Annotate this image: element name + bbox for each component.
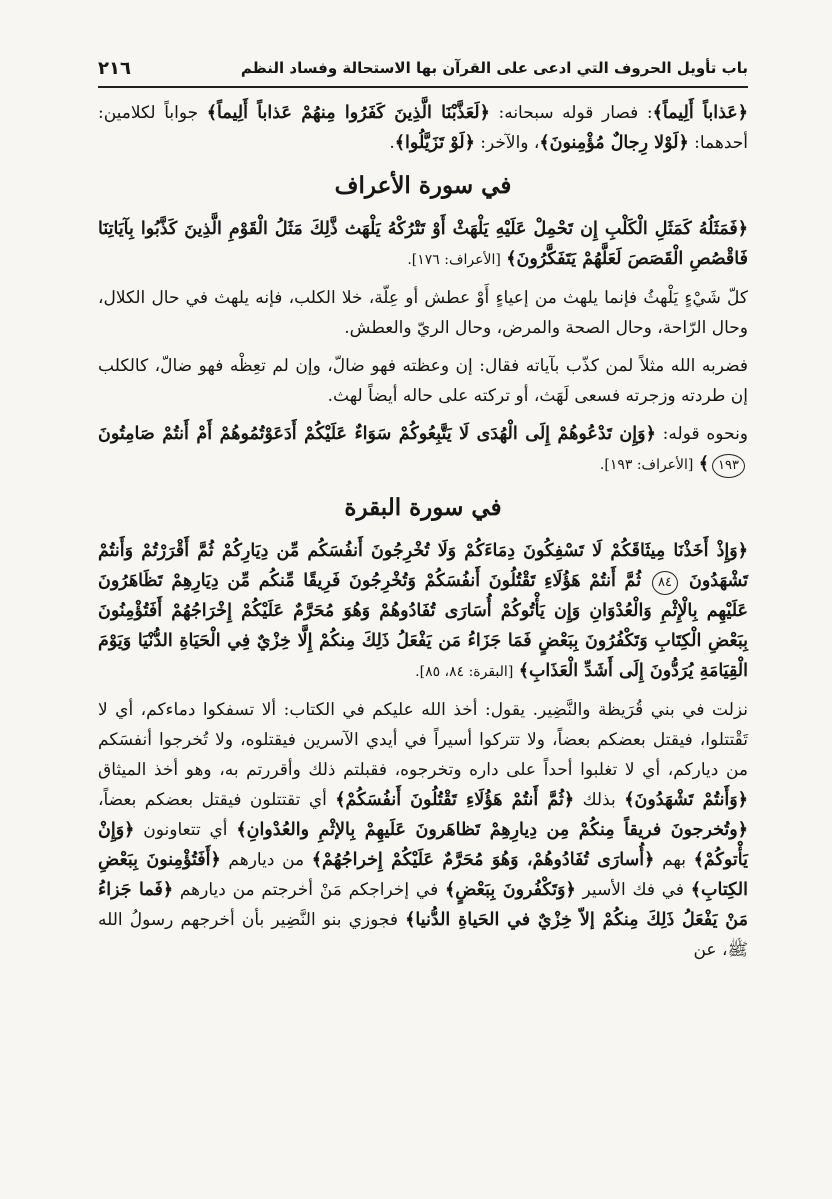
commentary-paragraph: كلّ شَيْءٍ يَلْهثُ فإنما يلهث من إعياءٍ أَوْ عطش أو عِلّة، خلا الكلب، فإنه يلهث في حال الكلال، وحال الرّاحة، وحال الصحة والمرض، وحال الريّ والعطش. bbox=[98, 288, 748, 338]
quran-block-baqara bbox=[98, 536, 748, 687]
text-run: من ديارهم bbox=[220, 850, 312, 870]
quran-quote: ﴿أَفَتُؤْمِنونَ بِبَعْضِ الكِتابِ﴾ bbox=[98, 850, 748, 900]
verse-reference: [الأعراف: ١٩٣]. bbox=[599, 457, 694, 473]
quran-verse: ثُمَّ أَنتُمْ هَؤُلَاءِ تَقْتُلُونَ أَنفُسَكُمْ وَتُخْرِجُونَ فَرِيقًا مِّنكُم مِّن دِيَارِهِمْ تَظَاهَرُونَ عَلَيْهِم بِالْإِثْمِ وَالْعُدْوَانِ وَإِن يَأْتُوكُمْ أُسَارَى تُفَادُوهُمْ وَهُوَ مُحَرَّمٌ عَلَيْكُمْ إِخْرَاجُهُمْ أَفَتُؤْمِنُونَ بِبَعْضِ الْكِتَابِ وَتَكْفُرُونَ بِبَعْضٍ فَمَا جَزَاءُ مَن يَفْعَلُ ذَلِكَ مِنكُمْ إِلَّا خِزْيٌ فِي الْحَيَاةِ الدُّنْيَا وَيَوْمَ الْقِيَامَةِ يُرَدُّونَ إِلَى أَشَدِّ الْعَذَابِ﴾ bbox=[98, 571, 748, 681]
text-run: فجوزي بنو النَّضِير بأن أخرجهم رسولُ الله ﷺ، عن bbox=[98, 910, 748, 960]
quran-quote: ﴿وَتَكْفُرونَ بِبَعْضٍ﴾ bbox=[444, 880, 576, 900]
section-heading-araf: في سورة الأعراف bbox=[334, 172, 512, 199]
text-run: . bbox=[389, 133, 395, 153]
quran-verse: ﴿وَإِذْ أَخَذْنَا مِيثَاقَكُمْ لَا تَسْفِكُونَ دِمَاءَكُمْ وَلَا تُخْرِجُونَ أَنفُسَكُم مِّن دِيَارِكُمْ ثُمَّ أَقْرَرْتُمْ وَأَنتُمْ تَشْهَدُونَ bbox=[98, 541, 749, 591]
text-run: جواباً لكلامين: أحدهما: bbox=[98, 103, 748, 153]
quran-verse: ﴿وَإِن تَدْعُوهُمْ إِلَى الْهُدَى لَا يَتَّبِعُوكُمْ سَوَاءٌ عَلَيْكُمْ أَدَعَوْتُمُوهُمْ أَمْ أَنتُمْ صَامِتُونَ bbox=[98, 424, 656, 444]
quran-quote: ﴿وَإِنْ يَأْتوكُمْ﴾ bbox=[98, 820, 748, 870]
commentary-paragraph: فضربه الله مثلاً لمن كذّب بآياته فقال: إن وعظته فهو ضالّ، وإن لم تعِظْه فهو ضالّ، كالكلب إن طردته وزجرته فسعى لَهَث، أو تركته على حاله أيضاً لهث. bbox=[98, 356, 748, 406]
quran-quote: ﴿فَما جَزاءُ مَنْ يَفْعَلُ ذَلِكَ مِنكُمْ إلاّ خِزْيٌ في الحَياةِ الدُّنيا﴾ bbox=[98, 880, 748, 930]
verse-reference: [البقرة: ٨٤، ٨٥]. bbox=[415, 664, 514, 680]
intro-paragraph bbox=[98, 98, 748, 158]
text-run: في إخراجكم مَنْ أخرجتم من ديارهم bbox=[173, 880, 445, 900]
running-title: باب تأويل الحروف التي ادعى على القرآن بها الاستحالة وفساد النظم bbox=[240, 59, 748, 77]
quran-bracket: ﴾ bbox=[698, 454, 710, 474]
quran-quote: ﴿ثُمَّ أَنتُمْ هَؤُلَاءِ تَقْتُلُونَ أَنفُسَكُمْ﴾ bbox=[335, 790, 575, 810]
quran-quote: ﴿وتُخرجونَ فريقاً مِنكُمْ مِن دِيارِهِمْ تَظاهَرونَ عَلَيهِمْ بِالإثْمِ والعُدْوانِ﴾ bbox=[236, 820, 748, 840]
section-heading-baqara: في سورة البقرة bbox=[344, 494, 502, 521]
text-run: ونحوه قوله: bbox=[655, 424, 749, 444]
text-run: أي تقتتلون فيقتل بعضكم بعضاً، bbox=[98, 790, 336, 810]
verse-reference: [الأعراف: ١٧٦]. bbox=[407, 252, 501, 268]
quran-quote: ﴿أُسارَى تُفَادُوهُمْ، وَهُوَ مُحَرَّمٌ عَلَيْكُمْ إِخراجُهُمْ﴾ bbox=[311, 850, 655, 870]
quran-quote: ﴿لَوْ تَزَيَّلُوا﴾ bbox=[394, 133, 475, 153]
page-header bbox=[98, 50, 748, 88]
quran-quote: ﴿لَعَذَّبْنَا الَّذِينَ كَفَرُوا مِنهُمْ عَذاباً أَلِيماً﴾ bbox=[206, 103, 490, 123]
text-run: نزلت في بني قُرَيظة والنَّضِير. يقول: أخذ الله عليكم في الكتاب: ألا تسفكوا دماءكم، أي لا تَقْتتلوا، فيقتل بعضكم بعضاً، ولا تتركوا أسيراً في أيدي الآسرين فيقتلوه، ولا تُخرجوا أنفسَكم من دياركم، أي لا تغلبوا أحداً على داره وتخرجوه، فقبلتم ذلك وأقررتم به، وهو أخذ الميثاق bbox=[98, 700, 748, 780]
commentary-paragraph bbox=[98, 695, 748, 965]
text-run: ، والآخر: bbox=[474, 133, 540, 153]
page-number: ٢١٦ bbox=[98, 57, 131, 79]
quran-quote: ﴿وَأَنتُمْ تَشْهَدُونَ﴾ bbox=[624, 790, 749, 810]
text-run: بذلك bbox=[574, 790, 625, 810]
ayah-number-marker: ٨٤ bbox=[652, 571, 678, 595]
quran-quote: ﴿لَوْلا رِجالٌ مُؤْمِنونَ﴾ bbox=[539, 133, 689, 153]
commentary-paragraph bbox=[98, 419, 748, 480]
quran-verse: ﴿فَمَثَلُهُ كَمَثَلِ الْكَلْبِ إِن تَحْمِلْ عَلَيْهِ يَلْهَثْ أَوْ تَتْرُكْهُ يَلْهَث ذَّلِكَ مَثَلُ الْقَوْمِ الَّذِينَ كَذَّبُوا بِآيَاتِنَا فَاقْصُصِ الْقَصَصَ لَعَلَّهُمْ يَتَفَكَّرُونَ﴾ bbox=[98, 219, 748, 269]
text-run: : فصار قوله سبحانه: bbox=[489, 103, 653, 123]
ayah-number-marker: ١٩٣ bbox=[712, 454, 745, 478]
text-run: أي تتعاونون bbox=[134, 820, 237, 840]
text-run: بهم bbox=[654, 850, 694, 870]
text-run: في فك الأسير bbox=[575, 880, 691, 900]
quran-quote: ﴿عَذاباً أَلِيماً﴾ bbox=[652, 103, 748, 123]
page-body bbox=[98, 98, 748, 973]
quran-block-araf bbox=[98, 214, 748, 275]
